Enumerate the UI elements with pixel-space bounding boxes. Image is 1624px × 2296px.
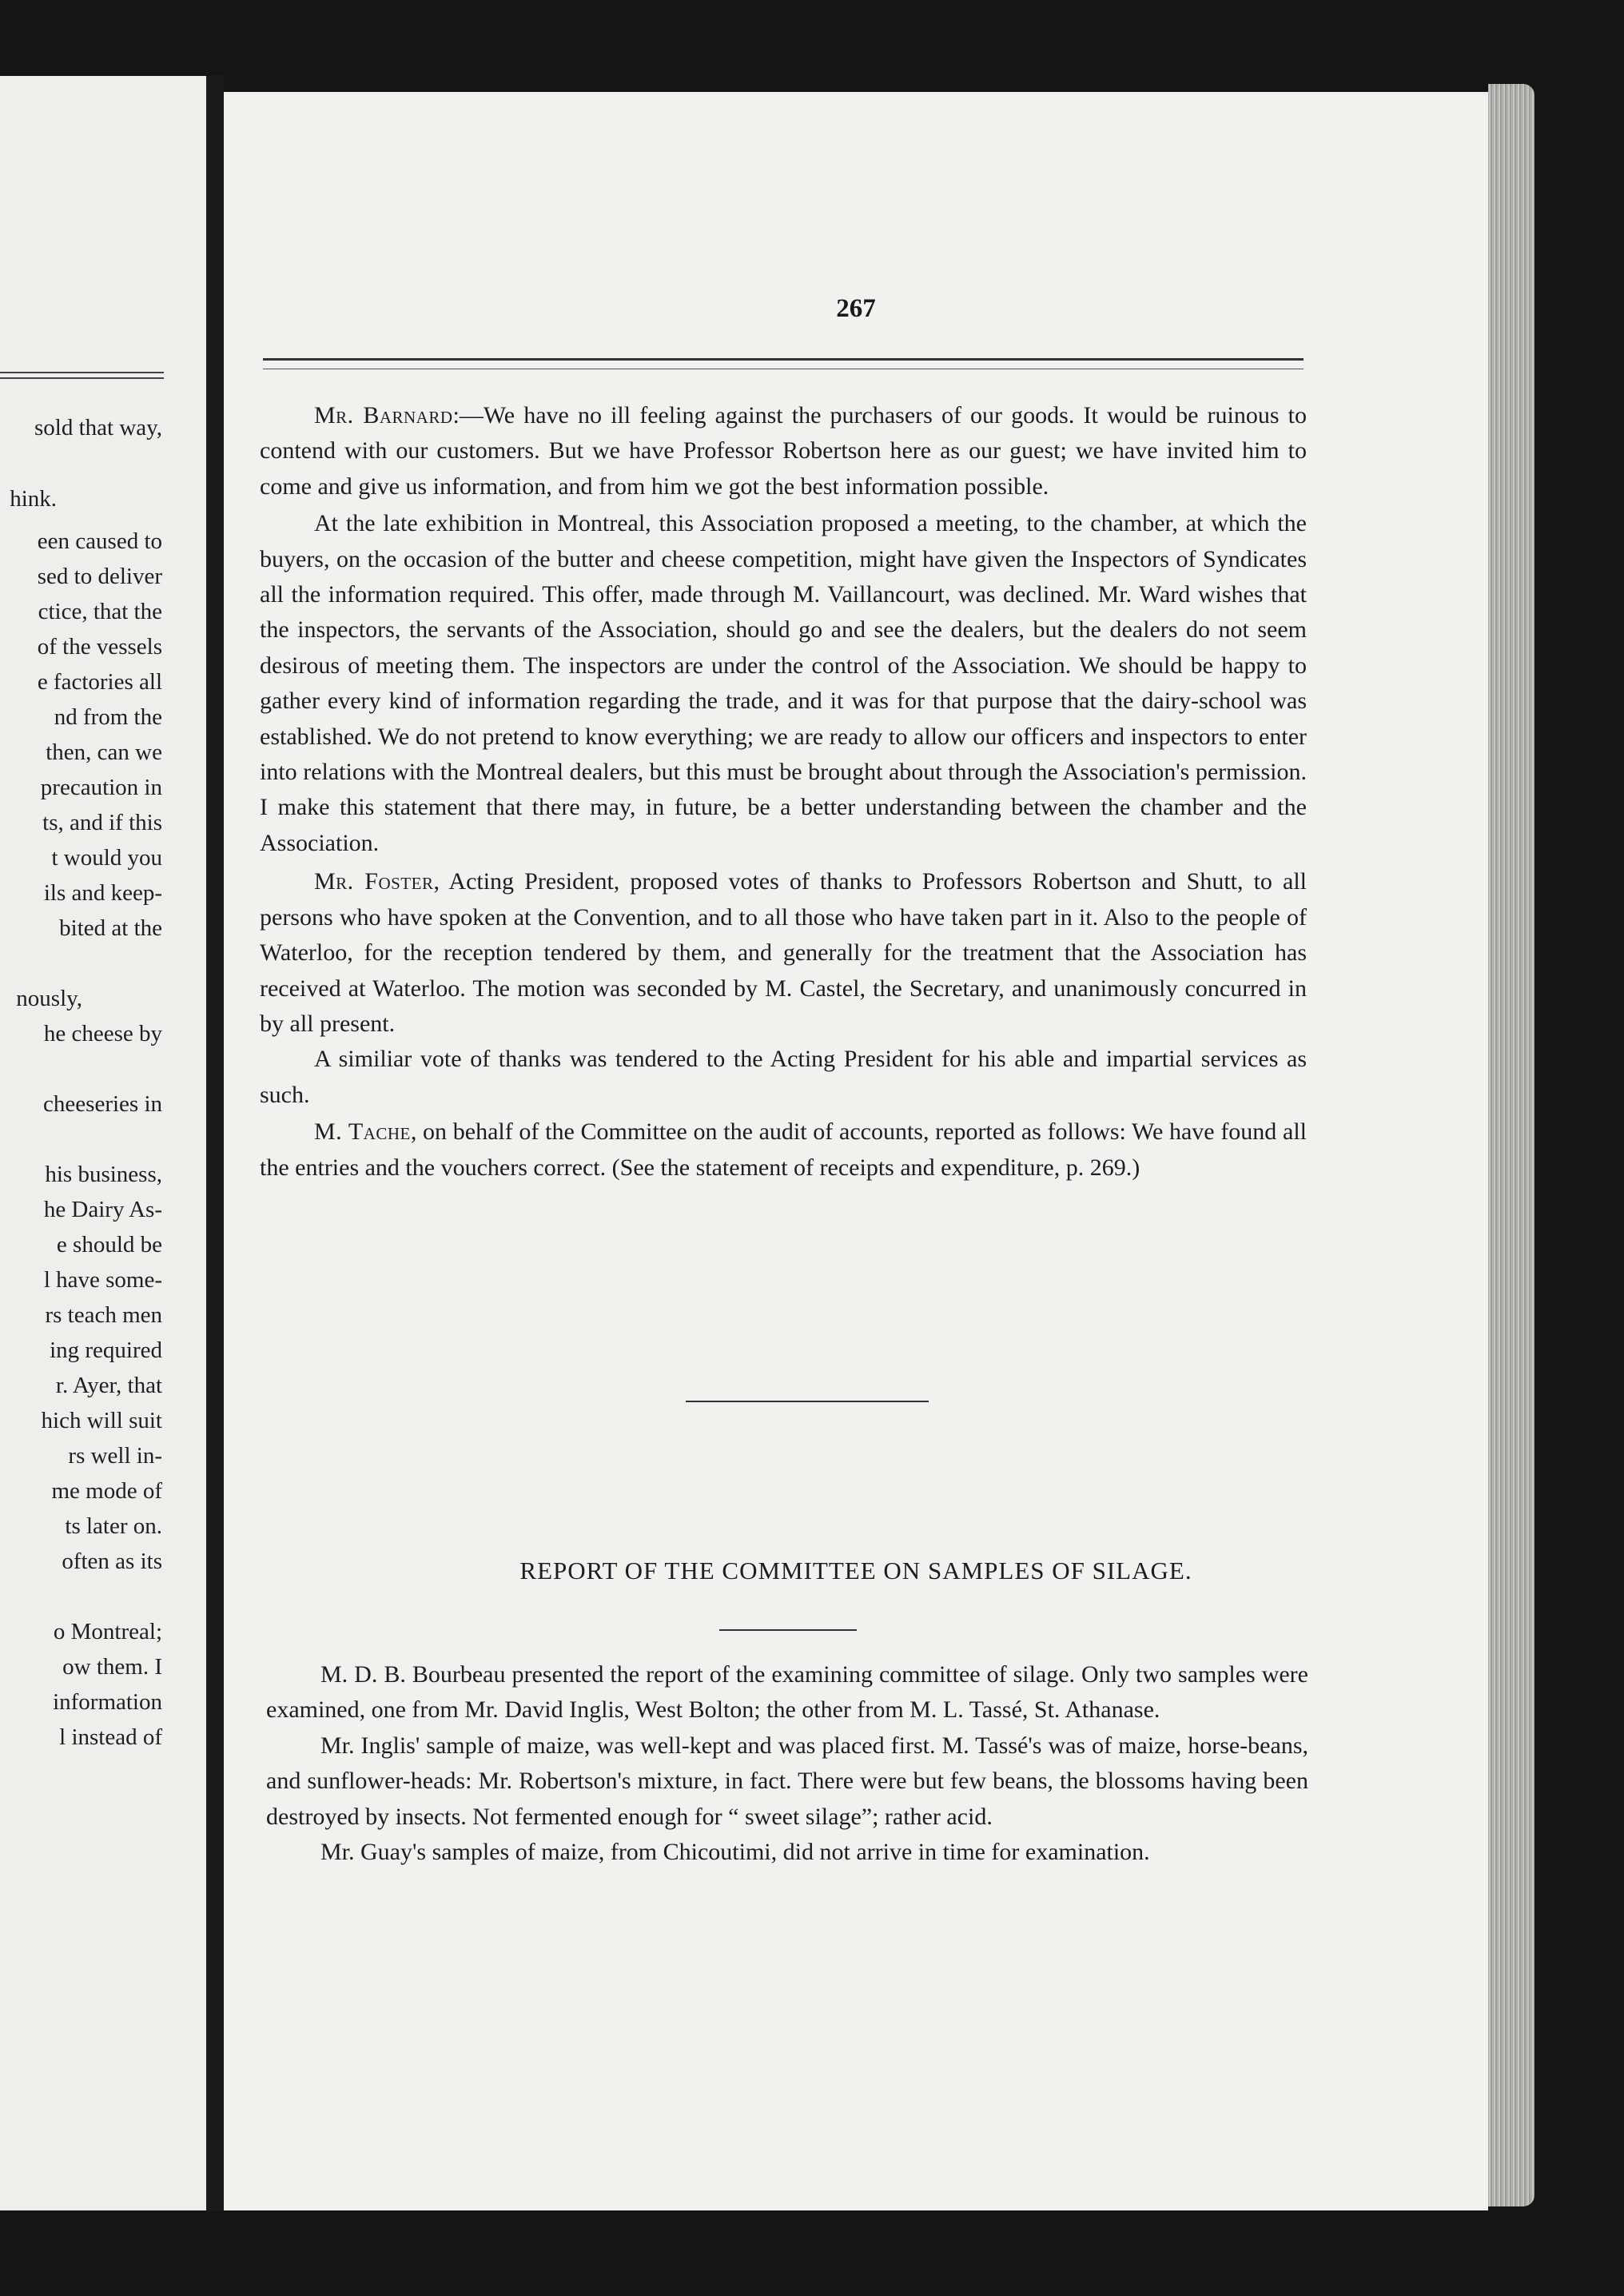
left-page-line: een caused to (37, 528, 162, 554)
left-page-line: he cheese by (43, 1021, 162, 1046)
left-page-line: ils and keep- (43, 880, 162, 906)
paragraph-exhibition: At the late exhibition in Montreal, this Association proposed a meeting, to the chamber, at which the buyers, on the occasion of the butter and cheese competition, might have given the Inspectors of Syndicates all the information required. This offer, made through M. Vaillancourt, was declined. Mr. Ward wishes that the inspectors, the servants of the Association, should go and see the dealers, but the dealers do not seem desirous of meeting them. The inspectors are under the control of the Association. We should be happy to gather every kind of information regarding the trade, and it was for that purpose that the dairy-school was established. We do not pretend to know everything; we are ready to allow our officers and inspectors to enter into relations with the Montreal dealers, but this must be brought about through the Association's permission. I make this statement that there may, in future, be a better understanding between the chamber and the Association. (260, 510, 1307, 856)
left-page-line: his business, (45, 1162, 162, 1187)
left-page-rule (0, 377, 164, 379)
left-page-line: l instead of (59, 1724, 162, 1750)
paragraph-text: :—We have no ill feeling against the purchasers of our goods. It would be ruinous to contend with our customers. But we have Professor Robertson here as our guest; we have invited him to come and give us information, and from him we got the best information possible. (260, 402, 1307, 500)
report-paragraph: M. D. B. Bourbeau presented the report of the examining committee of silage. Only two samples were examined, one from Mr. David Inglis, West Bolton; the other from M. L. Tassé, St. Athanase. (266, 1661, 1308, 1724)
report-paragraph: Mr. Guay's samples of maize, from Chicoutimi, did not arrive in time for examination. (320, 1839, 1150, 1866)
left-page-line: t would you (51, 845, 162, 871)
left-page-line: nd from the (54, 704, 162, 730)
title-underline (719, 1629, 857, 1631)
left-page-line: of the vessels (37, 634, 162, 660)
left-page-line: r. Ayer, that (55, 1373, 162, 1398)
left-page-line: bited at the (59, 915, 162, 941)
right-page (224, 92, 1488, 2210)
left-page-line: ow them. I (62, 1654, 162, 1680)
report-title: REPORT OF THE COMMITTEE ON SAMPLES OF SILAGE. (519, 1557, 1192, 1584)
left-page-line: o Montreal; (53, 1619, 162, 1644)
left-page-line: precaution in (40, 775, 162, 800)
left-page-line: me mode of (51, 1478, 162, 1504)
speaker-name: Mr. Barnard (314, 402, 453, 429)
speaker-name: Mr. Foster (314, 868, 434, 895)
left-page-line: sold that way, (34, 415, 162, 440)
paragraph-text: , on behalf of the Committee on the audit of accounts, reported as follows: We have found all the entries and the vouchers correct. (See the statement of receipts and expenditure, p. 269.) (260, 1118, 1308, 1181)
page-edge (1488, 84, 1534, 2206)
speaker-name: M. Tache (314, 1118, 411, 1146)
left-page-line: e should be (56, 1232, 162, 1258)
left-page-line: he Dairy As- (43, 1197, 162, 1222)
book-gutter (206, 76, 224, 2210)
paragraph-barnard (260, 398, 1307, 504)
report-text (266, 1657, 1308, 1870)
left-page-line: nously, (16, 986, 82, 1011)
left-page (0, 76, 206, 2210)
left-page-line: ctice, that the (38, 599, 162, 624)
paragraph-foster (260, 864, 1307, 1042)
left-page-line: e factories all (37, 669, 162, 695)
left-page-rule (0, 372, 164, 373)
left-page-line: then, can we (46, 739, 162, 765)
left-page-line: rs well in- (68, 1443, 162, 1469)
page-number: 267 (836, 294, 876, 323)
report-paragraph: Mr. Inglis' sample of maize, was well-kept and was placed first. M. Tassé's was of maize, horse-beans, and sunflower-heads: Mr. Robertson's mixture, in fact. There were but few beans, the blossoms having been destroyed by insects. Not fermented enough for “ sweet silage”; rather acid. (266, 1732, 1308, 1830)
left-page-line: often as its (62, 1549, 162, 1574)
left-page-line: hink. (10, 486, 57, 512)
header-double-rule (263, 358, 1304, 369)
left-page-line: rs teach men (45, 1302, 162, 1328)
left-page-line: l have some- (43, 1267, 162, 1293)
left-page-line: sed to deliver (37, 564, 162, 589)
left-page-line: information (53, 1689, 162, 1715)
left-page-line: ts later on. (65, 1513, 162, 1539)
proceedings-text (260, 398, 1307, 1186)
left-page-line: ing required (50, 1337, 162, 1363)
left-page-line: cheeseries in (43, 1091, 162, 1117)
paragraph-text: , Acting President, proposed votes of thanks to Professors Robertson and Shutt, to all persons who have spoken at the Convention, and to all those who have taken part in it. Also to the people of Waterloo, for the reception tendered by them, and generally for the treatment that the Association has received at Waterloo. The motion was seconded by M. Castel, the Secretary, and unanimously concurred in by all present. (260, 868, 1307, 1037)
left-page-line: ts, and if this (42, 810, 162, 835)
left-page-line: hich will suit (41, 1408, 162, 1433)
section-divider (686, 1401, 929, 1402)
paragraph-tache (260, 1114, 1307, 1186)
paragraph-vote: A similiar vote of thanks was tendered to the Acting President for his able and impartial services as such. (260, 1046, 1307, 1108)
